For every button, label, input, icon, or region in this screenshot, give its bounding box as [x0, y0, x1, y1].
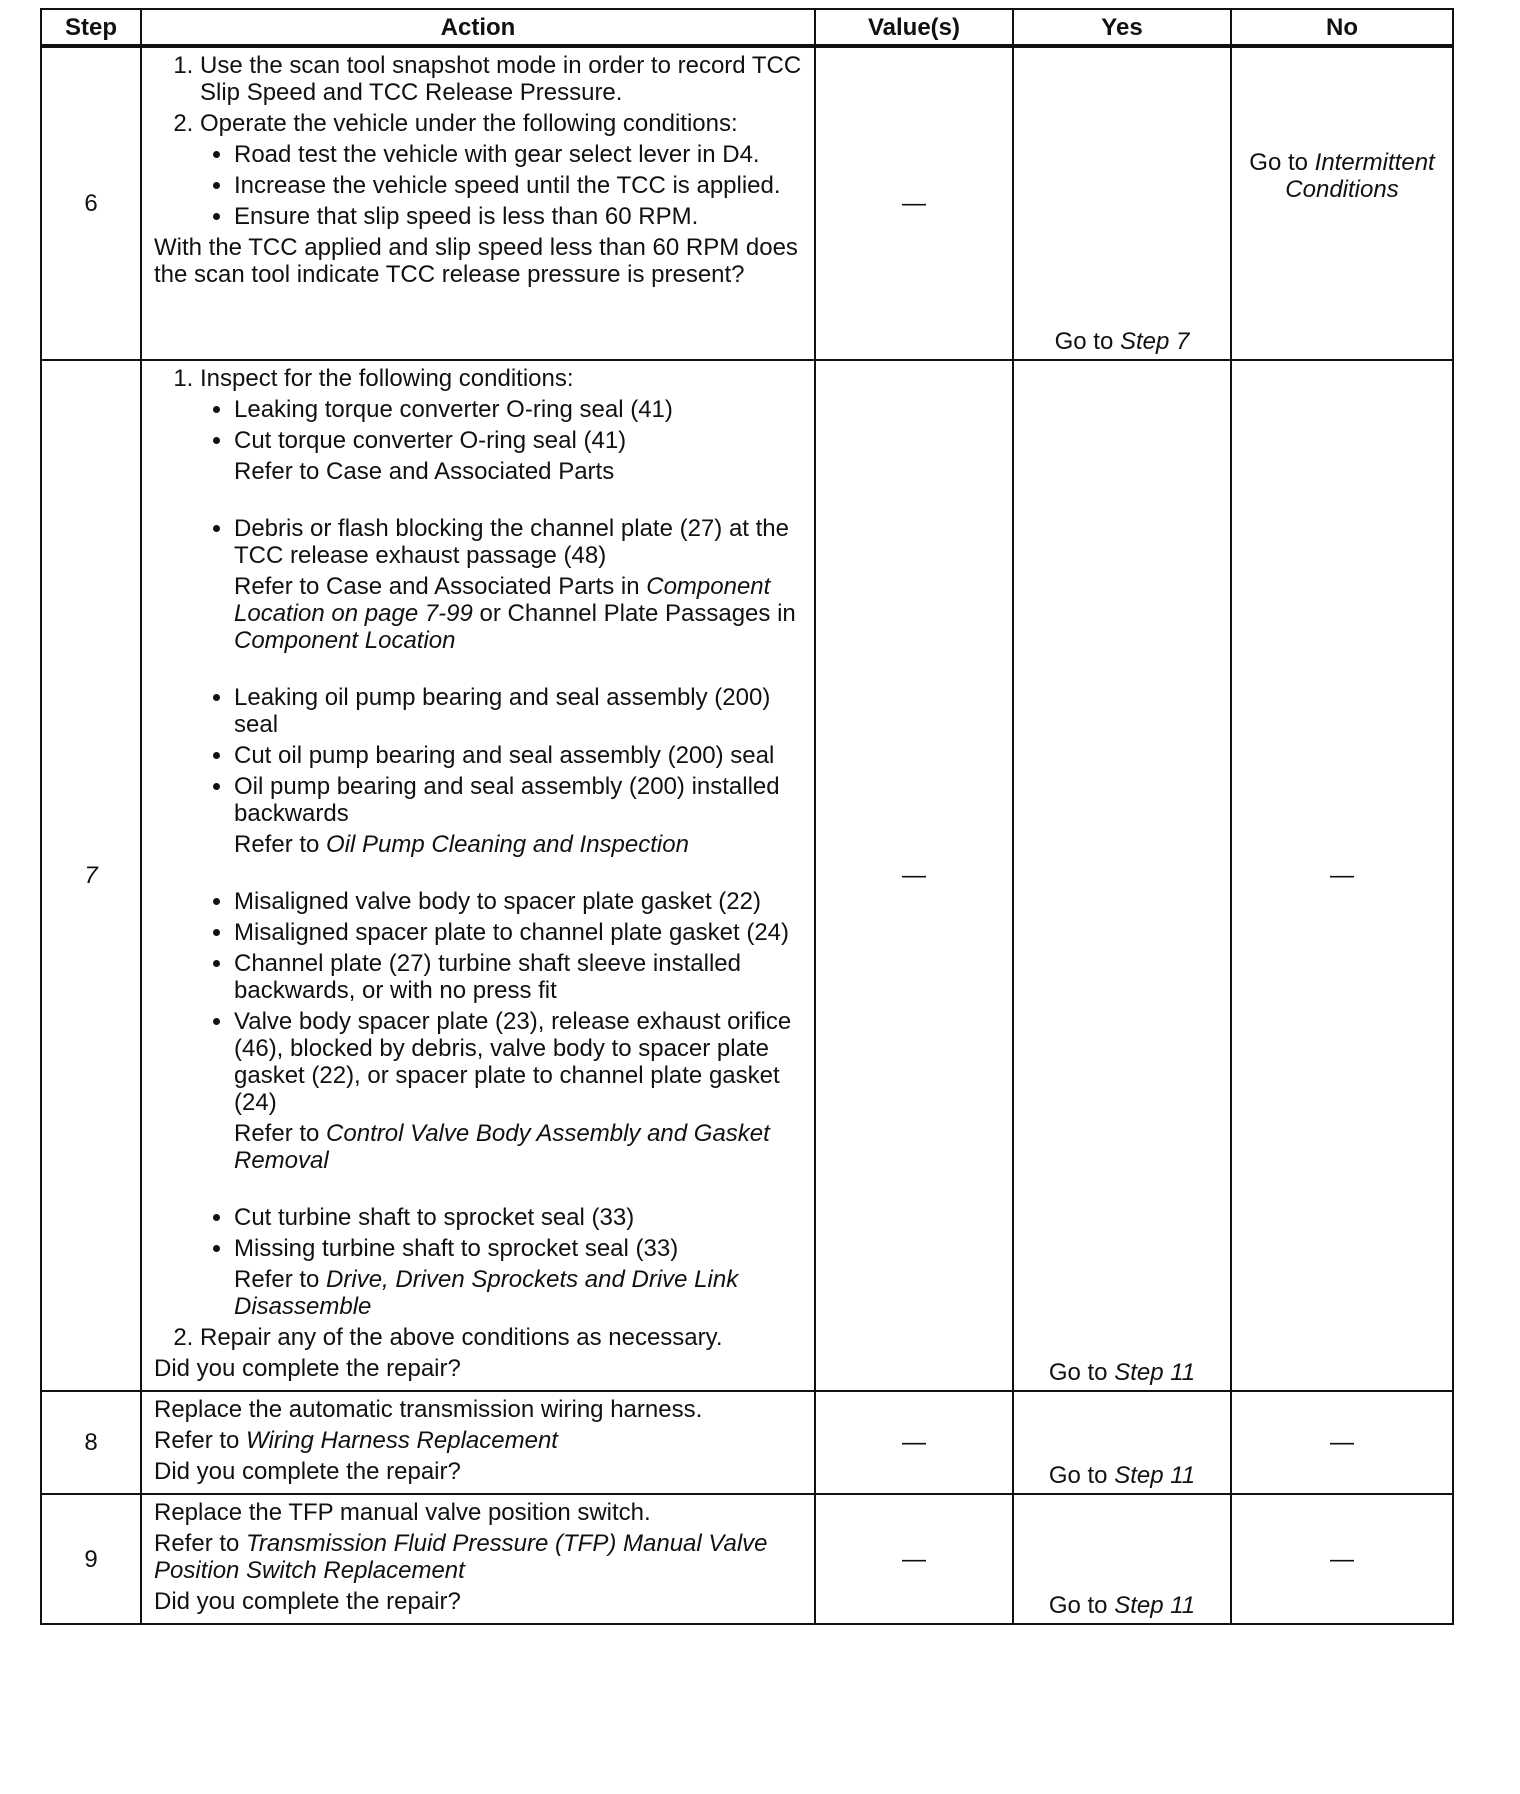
yes-link[interactable] — [1014, 1592, 1230, 1619]
condition-text: • Cut torque converter O-ring seal (41) — [234, 427, 627, 454]
header-yes: Yes — [1013, 9, 1231, 46]
header-values: Value(s) — [815, 9, 1013, 46]
action-item — [200, 365, 804, 1320]
go-to-text: Go to — [1048, 1359, 1108, 1386]
reference-note — [154, 1427, 804, 1454]
action-steps — [154, 365, 804, 1351]
condition-item: • Ensure that slip speed is less than 60 RPM. — [234, 203, 804, 230]
header-step: Step — [41, 9, 141, 46]
dash-mark: — — [902, 1429, 926, 1456]
values-cell — [815, 46, 1013, 360]
dash-mark: — — [1330, 1429, 1354, 1456]
reference-text: Refer to Case and Associated Parts in — [234, 573, 640, 600]
action-item-text: Inspect for the following conditions: — [200, 365, 574, 392]
reference-link[interactable]: Component Location — [234, 627, 456, 654]
step-question: With the TCC applied and slip speed less than 60 RPM does the scan tool indicate TCC release pressure is present? — [154, 234, 798, 288]
yes-link[interactable] — [1014, 1359, 1230, 1386]
dash-mark: — — [1330, 862, 1354, 889]
condition-text: • Oil pump bearing and seal assembly (200) installed backwards — [234, 773, 780, 827]
step-number-text: 7 — [84, 862, 98, 889]
condition-text: • Debris or flash blocking the channel plate (27) at the TCC release exhaust passage (48) — [234, 515, 789, 569]
condition-list — [200, 396, 804, 1320]
values-cell — [815, 360, 1013, 1391]
condition-item — [234, 1008, 804, 1174]
step-number — [41, 360, 141, 1391]
go-to-text: Go to — [1048, 1462, 1108, 1489]
condition-item: • Leaking torque converter O-ring seal (41) — [234, 396, 804, 423]
action-cell — [141, 1391, 815, 1494]
refer-to-text: Refer to — [234, 831, 320, 858]
step-number: 9 — [41, 1494, 141, 1624]
condition-text: • Missing turbine shaft to sprocket seal (33) — [234, 1235, 679, 1262]
step-row-7 — [41, 360, 1453, 1391]
reference-note — [234, 1120, 804, 1174]
condition-item — [234, 773, 804, 858]
reference-text: or Channel Plate Passages in — [479, 600, 796, 627]
yes-target: Step 11 — [1114, 1359, 1196, 1386]
condition-item: • Leaking oil pump bearing and seal assembly (200) seal — [234, 684, 804, 738]
action-cell — [141, 1494, 815, 1624]
condition-text: • Valve body spacer plate (23), release exhaust orifice (46), blocked by debris, valve body to spacer plate gasket (22), or spacer plate to channel plate gasket (24) — [234, 1008, 792, 1116]
action-item-text: Operate the vehicle under the following conditions: — [200, 110, 738, 137]
refer-to-text: Refer to — [234, 1120, 320, 1147]
reference-link[interactable]: Transmission Fluid Pressure (TFP) Manual Valve Position Switch Replacement — [154, 1530, 768, 1584]
condition-item — [234, 427, 804, 485]
step-row-9 — [41, 1494, 1453, 1624]
reference-link[interactable]: Wiring Harness Replacement — [246, 1427, 558, 1454]
yes-link[interactable] — [1014, 1462, 1230, 1489]
no-target: Intermittent Conditions — [1285, 148, 1435, 203]
action-cell — [141, 360, 815, 1391]
condition-item: • Misaligned spacer plate to channel plate gasket (24) — [234, 919, 804, 946]
reference-link[interactable]: Control Valve Body Assembly and Gasket Removal — [234, 1120, 770, 1174]
yes-cell — [1013, 1391, 1231, 1494]
reference-note — [234, 831, 804, 858]
action-text: Replace the automatic transmission wiring harness. — [154, 1396, 703, 1423]
step-row-6 — [41, 46, 1453, 360]
step-question: Did you complete the repair? — [154, 1355, 461, 1382]
dash-mark: — — [902, 190, 926, 217]
no-link[interactable] — [1232, 149, 1452, 203]
go-to-text: Go to — [1054, 328, 1114, 355]
header-action: Action — [141, 9, 815, 46]
step-question: Did you complete the repair? — [154, 1588, 461, 1615]
reference-note — [234, 1266, 804, 1320]
no-cell — [1231, 1391, 1453, 1494]
condition-item: • Increase the vehicle speed until the TCC is applied. — [234, 172, 804, 199]
reference-link[interactable]: Oil Pump Cleaning and Inspection — [326, 831, 689, 858]
diagnostic-table — [40, 8, 1454, 1625]
reference-note — [154, 1530, 804, 1584]
reference-link[interactable]: Drive, Driven Sprockets and Drive Link Disassemble — [234, 1266, 739, 1320]
yes-cell — [1013, 1494, 1231, 1624]
action-item: 2. Repair any of the above conditions as necessary. — [200, 1324, 804, 1351]
values-cell — [815, 1494, 1013, 1624]
refer-to-text: Refer to — [154, 1530, 240, 1557]
condition-item: • Road test the vehicle with gear select lever in D4. — [234, 141, 804, 168]
yes-cell — [1013, 360, 1231, 1391]
dash-mark: — — [1330, 1545, 1354, 1573]
reference-note: Refer to Case and Associated Parts — [234, 458, 615, 485]
yes-target: Step 7 — [1119, 328, 1190, 355]
reference-note — [234, 573, 804, 654]
refer-to-text: Refer to — [154, 1427, 240, 1454]
condition-item — [234, 1235, 804, 1320]
yes-target: Step 11 — [1114, 1592, 1196, 1619]
action-item: 1. Use the scan tool snapshot mode in order to record TCC Slip Speed and TCC Release Pressure. — [200, 52, 804, 106]
no-cell — [1231, 46, 1453, 360]
condition-item: • Cut turbine shaft to sprocket seal (33) — [234, 1204, 804, 1231]
dash-mark: — — [902, 862, 926, 889]
action-text: Replace the TFP manual valve position switch. — [154, 1499, 651, 1526]
no-cell — [1231, 360, 1453, 1391]
action-cell — [141, 46, 815, 360]
condition-item: • Channel plate (27) turbine shaft sleeve installed backwards, or with no press fit — [234, 950, 804, 1004]
refer-to-text: Refer to — [234, 1266, 320, 1293]
step-row-8 — [41, 1391, 1453, 1494]
yes-target: Step 11 — [1114, 1462, 1196, 1489]
condition-item — [234, 515, 804, 654]
header-row — [41, 9, 1453, 46]
action-item — [200, 110, 804, 230]
step-question: Did you complete the repair? — [154, 1458, 461, 1485]
action-steps — [154, 52, 804, 230]
condition-list — [200, 141, 804, 230]
step-number: 6 — [41, 46, 141, 360]
condition-item: • Cut oil pump bearing and seal assembly (200) seal — [234, 742, 804, 769]
go-to-text: Go to — [1249, 148, 1308, 176]
go-to-text: Go to — [1048, 1592, 1108, 1619]
no-cell — [1231, 1494, 1453, 1624]
step-number: 8 — [41, 1391, 141, 1494]
values-cell — [815, 1391, 1013, 1494]
yes-cell — [1013, 46, 1231, 360]
condition-item: • Misaligned valve body to spacer plate gasket (22) — [234, 888, 804, 915]
dash-mark: — — [902, 1545, 926, 1573]
reference-link[interactable]: Component Location on page 7-99 — [234, 573, 771, 627]
yes-link[interactable] — [1014, 328, 1230, 355]
header-no: No — [1231, 9, 1453, 46]
